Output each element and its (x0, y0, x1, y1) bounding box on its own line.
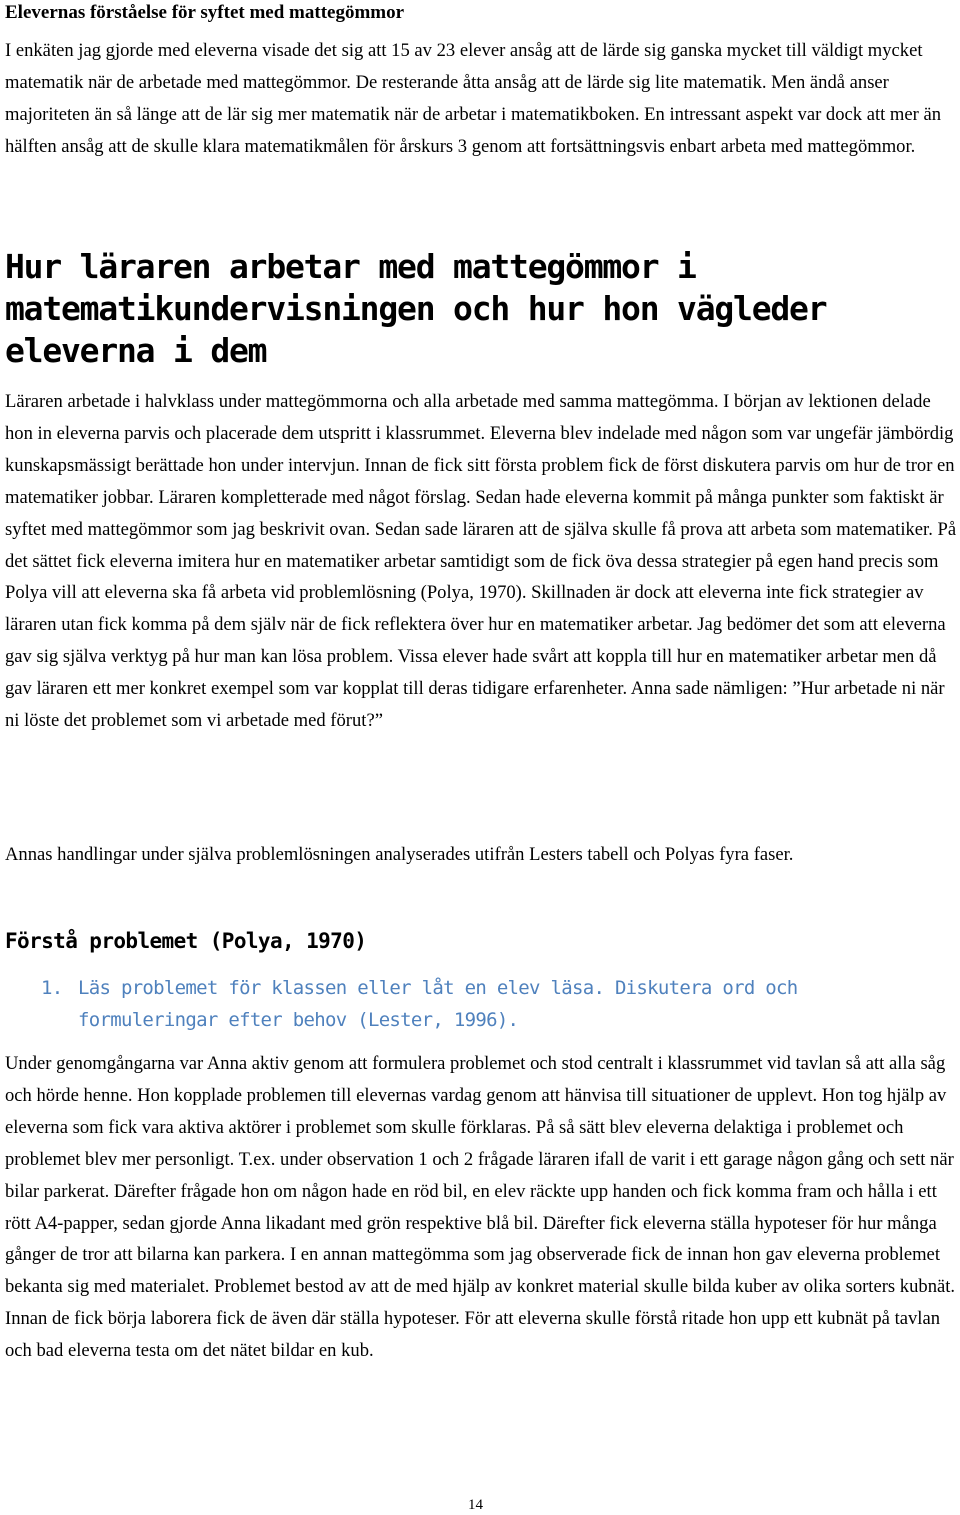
section-heading-understanding: Elevernas förståelse för syftet med mattegömmor (5, 2, 405, 23)
paragraph-teacher-work: Läraren arbetade i halvklass under mattegömmorna och alla arbetade med samma mattegömma. I början av lektionen delade hon in eleverna parvis och placerade dem utspritt i klassrummet. Eleverna blev indelade med någon som var ungefär jämbördig kunskapsmässigt berättade hon under intervjun. Innan de fick sitt första problem fick de först diskutera parvis om hur de tror en matematiker jobbar. Läraren kompletterade med något förslag. Sedan hade eleverna kommit på många punkter som faktiskt är syftet med mattegömmor som jag beskrivit ovan. Sedan sade läraren att de själva skulle få prova att arbeta som matematiker. På det sättet fick eleverna imitera hur en matematiker arbetar samtidigt som de fick öva dessa strategier på egen hand precis som Polya vill att eleverna ska få arbeta vid problemlösning (Polya, 1970). Skillnaden är dock att eleverna inte fick strategier av läraren utan fick komma på dem själv när de fick reflektera över hur en matematiker arbetar. Jag bedömer det som att eleverna gav sig själva verktyg på hur man kan lösa problem. Vissa elever hade svårt att koppla till hur en matematiker arbetar men då gav läraren ett mer konkret exempel som var kopplat till deras tidigare erfarenheter. Anna sade nämligen: ”Hur arbetade ni när ni löste det problemet som vi arbetade med förut?” (5, 391, 957, 732)
paragraph-walkthroughs: Under genomgångarna var Anna aktiv genom att formulera problemet och stod centralt i klassrummet vid tavlan så att alla såg och hörde henne. Hon kopplade problemen till elevernas vardag genom att hänvisa till situationer de upplevt. Hon tog hjälp av eleverna som fick vara aktiva aktörer i problemet som skulle förklaras. På så sätt blev eleverna delaktiga i problemet och problemet blev mer personligt. T.ex. under observation 1 och 2 frågade läraren ifall de varit i ett garage någon gång och sett när bilar parkerat. Därefter frågade hon om någon hade en röd bil, en elev räckte upp handen och fick komma fram och hålla i ett rött A4-papper, sedan gjorde Anna likadant med grön respektive blå bil. Därefter fick eleverna ställa hypoteser för hur många gånger de tror att bilarna kan parkera. I en annan mattegömma som jag observerade fick de innan hon gav eleverna problemet bekanta sig med materialet. Problemet bestod av att de med hjälp av konkret material skulle bilda kuber av olika sorters kubnät. Innan de fick börja laborera fick de även där ställa hypoteser. För att eleverna skulle förstå ritade hon upp ett kubnät på tavlan och bad eleverna testa om det nätet bildar en kub. (5, 1053, 956, 1362)
page-number: 14 (468, 1497, 483, 1513)
list-text: Läs problemet för klassen eller låt en elev läsa. Diskutera ord och formuleringar efter behov (Lester, 1996). (78, 977, 798, 1031)
paragraph-anna-actions: Annas handlingar under själva problemlösningen analyserades utifrån Lesters tabell och Polyas fyra faser. (5, 844, 794, 865)
list-number: 1. (41, 977, 63, 999)
subheading-understand-problem: Förstå problemet (Polya, 1970) (5, 929, 367, 953)
section-heading-teacher: Hur läraren arbetar med mattegömmor i matematikundervisningen och hur hon vägleder eleverna i dem (5, 247, 827, 370)
paragraph-survey: I enkäten jag gjorde med eleverna visade det sig att 15 av 23 elever ansåg att de lärde sig ganska mycket till väldigt mycket matematik när de arbetade med mattegömmor. De resterande åtta ansåg att de lärde sig lite matematik. Men ändå anser majoriteten än så länge att de lär sig mer matematik när de arbetar i matematikboken. En intressant aspekt var dock att mer än hälften ansåg att de skulle klara matematikmålen för årskurs 3 genom att fortsättningsvis enbart arbeta med mattegömmor. (5, 40, 942, 157)
